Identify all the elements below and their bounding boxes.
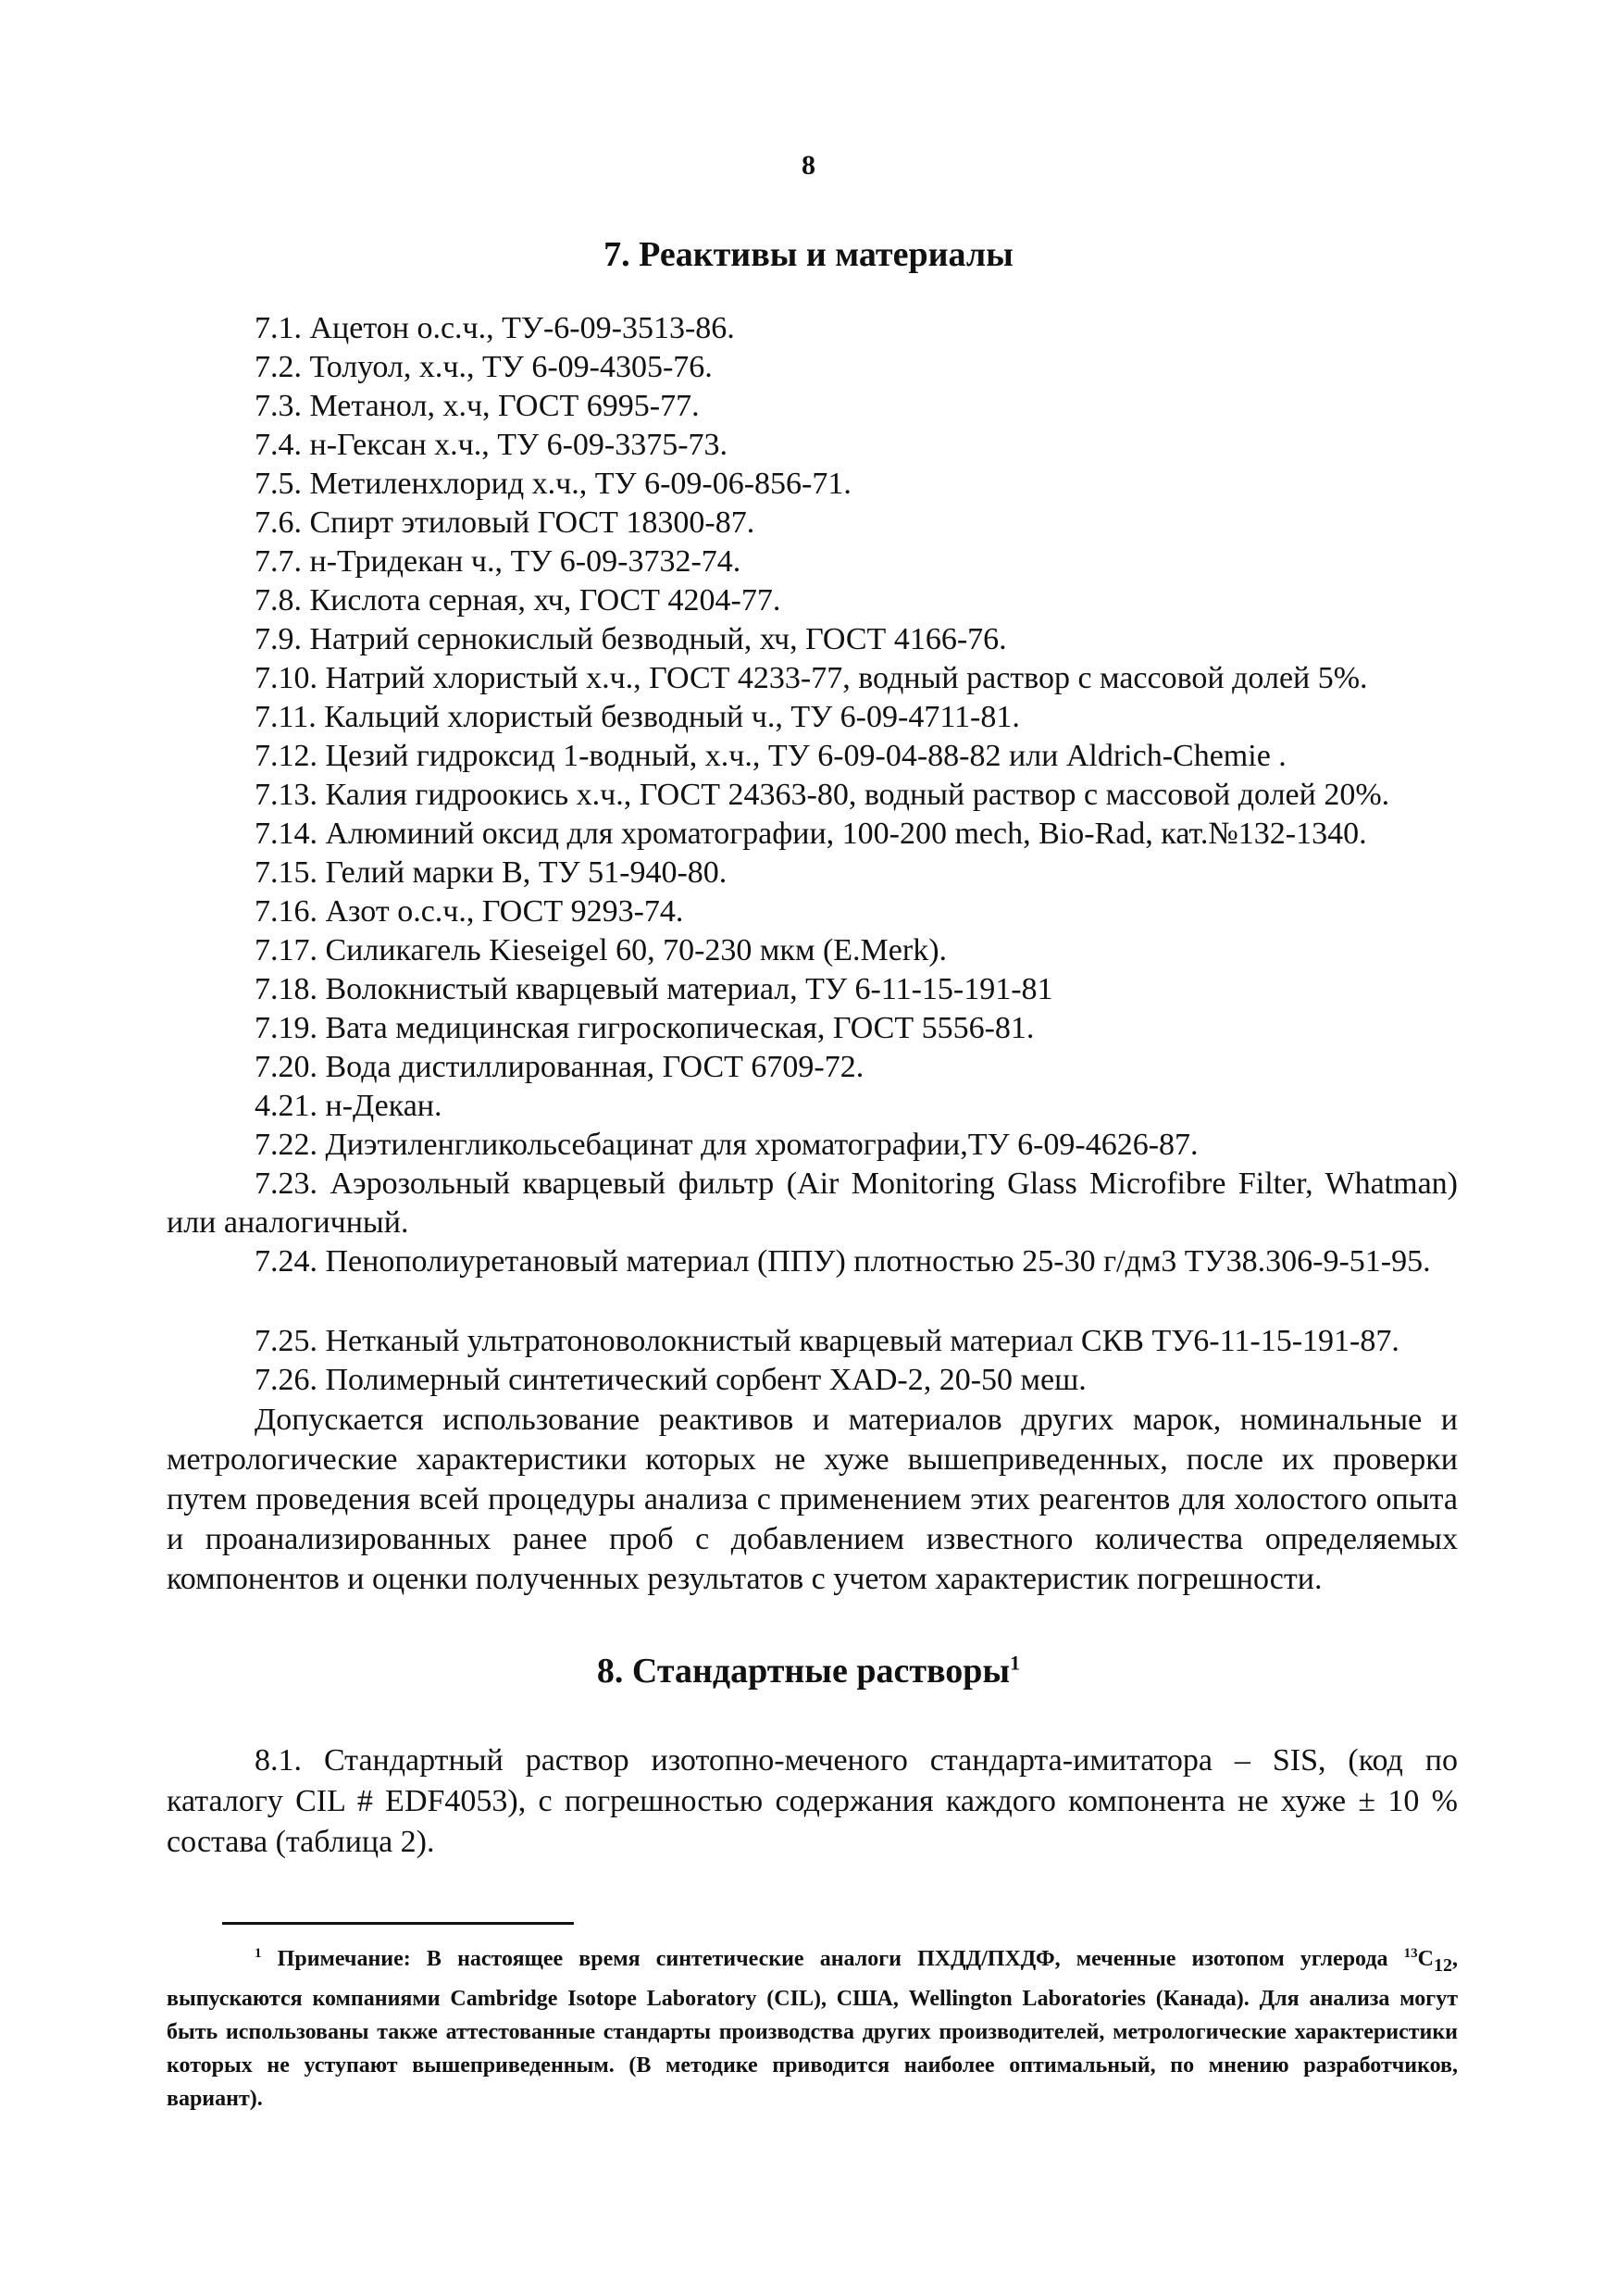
list-item: 7.22. Диэтиленгликольсебацинат для хроматографии,ТУ 6-09-4626-87. bbox=[255, 1128, 1199, 1162]
list-item: 7.25. Нетканый ультратоноволокнистый кварцевый материал СКВ ТУ6-11-15-191-87. bbox=[255, 1324, 1399, 1358]
list-item: 7.20. Вода дистиллированная, ГОСТ 6709-72. bbox=[255, 1050, 864, 1084]
list-item: 7.12. Цезий гидроксид 1-водный, х.ч., ТУ 6-09-04-88-82 или Aldrich-Chemie . bbox=[255, 739, 1287, 773]
list-item: 7.10. Натрий хлористый х.ч., ГОСТ 4233-77, водный раствор с массовой долей 5%. bbox=[255, 661, 1368, 695]
list-item: 7.6. Спирт этиловый ГОСТ 18300-87. bbox=[255, 505, 755, 540]
footnote bbox=[167, 1942, 1458, 2115]
reagents-list bbox=[255, 309, 1458, 1165]
list-item: 7.11. Кальций хлористый безводный ч., ТУ 6-09-4711-81. bbox=[255, 700, 1020, 734]
paragraph-8-1: 8.1. Стандартный раствор изотопно-меченого стандарта-имитатора – SIS, (код по каталогу CIL # EDF4053), с погрешностью содержания каждого компонента не хуже ± 10 % состава (таблица 2). bbox=[167, 1743, 1458, 1859]
footnote-reference: 1 bbox=[1010, 1651, 1021, 1675]
footnote-text-2: , выпускаются компаниями Cambridge Isotope Laboratory (CIL), США, Wellington Laboratories (Канада). Для анализа могут быть использованы также аттестованные стандарты производства других производителей, метрологические характеристики которых не уступают вышеприведенным. (В методике приводится наиболее оптимальный, по мнению разработчиков, вариант). bbox=[167, 1947, 1459, 2111]
list-item: 7.15. Гелий марки В, ТУ 51-940-80. bbox=[255, 855, 728, 890]
footnote-text-1: Примечание: В настоящее время синтетические аналоги ПХДД/ПХДФ, меченные изотопом углерода bbox=[277, 1947, 1404, 1971]
reagents-list-end bbox=[255, 1322, 1458, 1400]
list-item: 7.9. Натрий сернокислый безводный, хч, ГОСТ 4166-76. bbox=[255, 622, 1007, 656]
list-item: 4.21. н-Декан. bbox=[255, 1089, 442, 1123]
list-item: 7.18. Волокнистый кварцевый материал, ТУ 6-11-15-191-81 bbox=[255, 972, 1053, 1006]
list-item: 7.8. Кислота серная, хч, ГОСТ 4204-77. bbox=[255, 583, 781, 618]
list-item: 7.26. Полимерный синтетический сорбент XAD-2, 20-50 меш. bbox=[255, 1363, 1087, 1397]
footnote-mark: 1 bbox=[255, 1946, 262, 1961]
list-item-7-23: 7.23. Аэрозольный кварцевый фильтр (Air Monitoring Glass Microfibre Filter, Whatman) или аналогичный. bbox=[167, 1167, 1458, 1240]
list-item: 7.16. Азот о.с.ч., ГОСТ 9293-74. bbox=[255, 894, 684, 929]
substitution-note-paragraph: Допускается использование реактивов и материалов других марок, номинальные и метрологические характеристики которых не хуже вышеприведенных, после их проверки путем проведения всей процедуры анализа с применением этих реагентов для холостого опыта и проанализированных ранее проб с добавлением известного количества определяемых компонентов и оценки полученных результатов с учетом характеристик погрешности. bbox=[167, 1403, 1458, 1596]
section-8-title-text: 8. Стандартные растворы bbox=[596, 1652, 1011, 1691]
list-item: 7.3. Метанол, х.ч, ГОСТ 6995-77. bbox=[255, 389, 700, 423]
isotope-subscript: 12 bbox=[1434, 1954, 1453, 1976]
footnote-divider bbox=[222, 1922, 574, 1925]
list-item: 7.2. Толуол, х.ч., ТУ 6-09-4305-76. bbox=[255, 350, 713, 384]
list-item: 7.5. Метиленхлорид х.ч., ТУ 6-09-06-856-71. bbox=[255, 467, 852, 501]
list-item: 7.14. Алюминий оксид для хроматографии, 100-200 mech, Bio-Rad, кат.№132-1340. bbox=[255, 817, 1367, 851]
list-item: 7.17. Силикагель Kieseigel 60, 70-230 мкм (E.Merk). bbox=[255, 933, 948, 967]
isotope-symbol: C bbox=[1417, 1947, 1435, 1971]
list-item-7-24: 7.24. Пенополиуретановый материал (ППУ) плотностью 25-30 г/дм3 ТУ38.306-9-51-95. bbox=[255, 1244, 1431, 1279]
list-item: 7.1. Ацетон о.с.ч., ТУ-6-09-3513-86. bbox=[255, 311, 735, 345]
page-number: 8 bbox=[802, 150, 815, 181]
list-item: 7.19. Вата медицинская гигроскопическая, ГОСТ 5556-81. bbox=[255, 1011, 1035, 1045]
isotope-mass-number: 13 bbox=[1403, 1946, 1418, 1961]
list-item: 7.4. н-Гексан х.ч., ТУ 6-09-3375-73. bbox=[255, 428, 728, 462]
list-item: 7.7. н-Тридекан ч., ТУ 6-09-3732-74. bbox=[255, 544, 741, 579]
section-8-title bbox=[0, 1651, 1617, 1691]
section-7-title: 7. Реактивы и материалы bbox=[603, 235, 1014, 274]
list-item: 7.13. Калия гидроокись х.ч., ГОСТ 24363-80, водный раствор с массовой долей 20%. bbox=[255, 778, 1390, 812]
